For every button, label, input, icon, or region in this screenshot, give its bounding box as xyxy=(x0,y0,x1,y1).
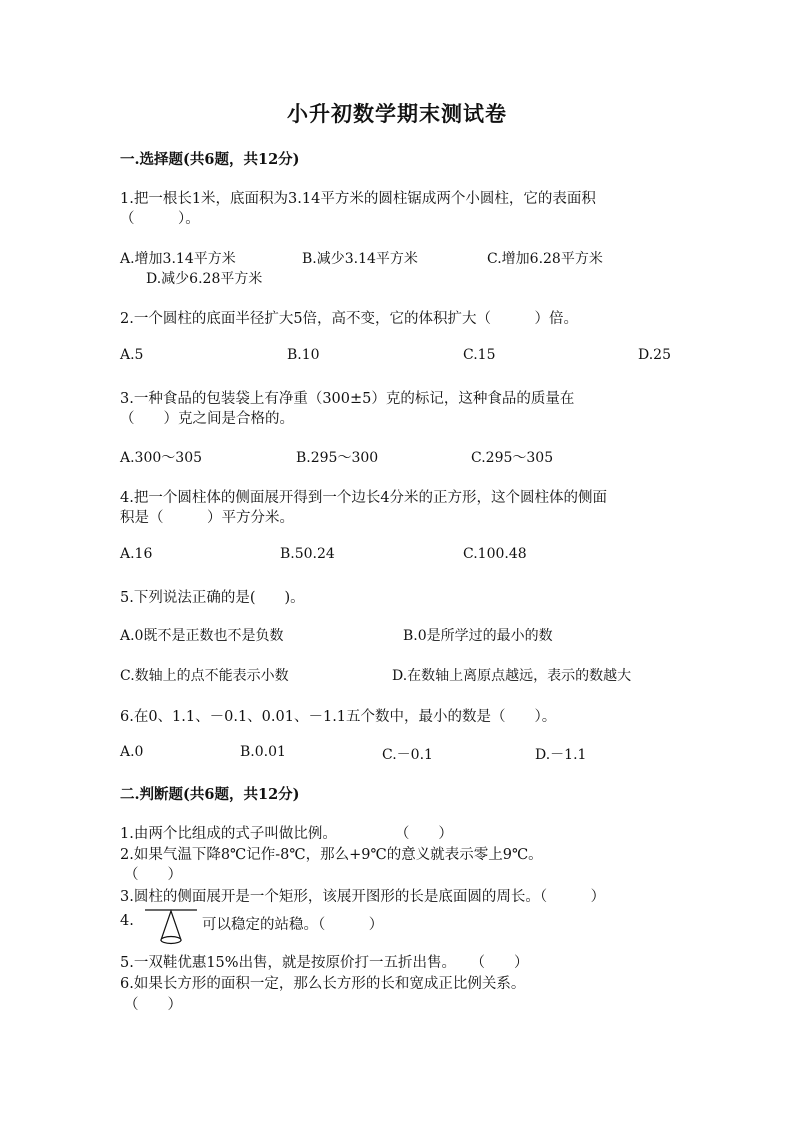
question-3-line-2: （ ）克之间是合格的。 xyxy=(120,411,294,427)
balance-figure-icon xyxy=(143,906,199,946)
question-1-line-1: 1.把一根长1米，底面积为3.14平方米的圆柱锯成两个小圆柱，它的表面积 xyxy=(120,191,596,207)
judgement-1: 1.由两个比组成的式子叫做比例。 （ ） xyxy=(120,826,453,842)
question-4-option-b: B.50.24 xyxy=(280,546,335,562)
question-5-line-1: 5.下列说法正确的是( )。 xyxy=(120,590,305,606)
page-title: 小升初数学期末测试卷 xyxy=(287,101,507,126)
judgement-4-number: 4. xyxy=(120,913,134,929)
question-3-option-a: A.300～305 xyxy=(120,450,203,466)
question-1-line-2: （ ）。 xyxy=(120,211,200,227)
question-6-option-a: A.0 xyxy=(120,744,144,760)
question-4-option-a: A.16 xyxy=(120,546,153,562)
question-3-line-1: 3.一种食品的包装袋上有净重（300±5）克的标记，这种食品的质量在 xyxy=(120,391,575,407)
question-4-line-1: 4.把一个圆柱体的侧面展开得到一个边长4分米的正方形，这个圆柱体的侧面 xyxy=(120,490,608,506)
judgement-3: 3.圆柱的侧面展开是一个矩形，该展开图形的长是底面圆的周长。（ ） xyxy=(120,889,606,905)
question-2-option-a: A.5 xyxy=(120,347,144,363)
judgement-6-line-2: （ ） xyxy=(124,997,182,1013)
question-6-option-c: C.－0.1 xyxy=(382,747,433,763)
section-heading-judgement: 二.判断题(共6题，共12分) xyxy=(120,786,300,803)
question-1-option-b: B.减少3.14平方米 xyxy=(302,251,418,267)
question-1-option-d: D.减少6.28平方米 xyxy=(146,271,263,287)
judgement-6-line-1: 6.如果长方形的面积一定，那么长方形的长和宽成正比例关系。 xyxy=(120,976,526,992)
question-5-option-b: B.0是所学过的最小的数 xyxy=(403,628,553,644)
question-6-line-1: 6.在0、1.1、－0.1、0.01、－1.1五个数中，最小的数是（ ）。 xyxy=(120,709,557,725)
question-6-option-b: B.0.01 xyxy=(240,744,286,760)
question-4-option-c: C.100.48 xyxy=(463,546,527,562)
question-3-option-c: C.295～305 xyxy=(471,450,554,466)
section-heading-choice: 一.选择题(共6题，共12分) xyxy=(120,151,300,168)
question-5-option-d: D.在数轴上离原点越远，表示的数越大 xyxy=(392,668,632,684)
judgement-5: 5.一双鞋优惠15%出售，就是按原价打一五折出售。 （ ） xyxy=(120,955,529,971)
question-5-option-c: C.数轴上的点不能表示小数 xyxy=(120,668,289,684)
judgement-2-line-2: （ ） xyxy=(124,867,182,883)
question-5-option-a: A.0既不是正数也不是负数 xyxy=(120,628,284,644)
question-1-option-c: C.增加6.28平方米 xyxy=(487,251,603,267)
question-1-option-a: A.增加3.14平方米 xyxy=(120,251,236,267)
question-2-option-c: C.15 xyxy=(463,347,496,363)
question-2-option-d: D.25 xyxy=(638,347,671,363)
judgement-2-line-1: 2.如果气温下降8℃记作-8℃，那么+9℃的意义就表示零上9℃。 xyxy=(120,847,543,863)
question-3-option-b: B.295～300 xyxy=(296,450,379,466)
judgement-4-text: 可以稳定的站稳。（ ） xyxy=(202,917,384,933)
question-4-line-2: 积是（ ）平方分米。 xyxy=(120,510,294,526)
question-6-option-d: D.－1.1 xyxy=(535,747,587,763)
question-2-line-1: 2.一个圆柱的底面半径扩大5倍，高不变，它的体积扩大（ ）倍。 xyxy=(120,311,579,327)
question-2-option-b: B.10 xyxy=(287,347,320,363)
